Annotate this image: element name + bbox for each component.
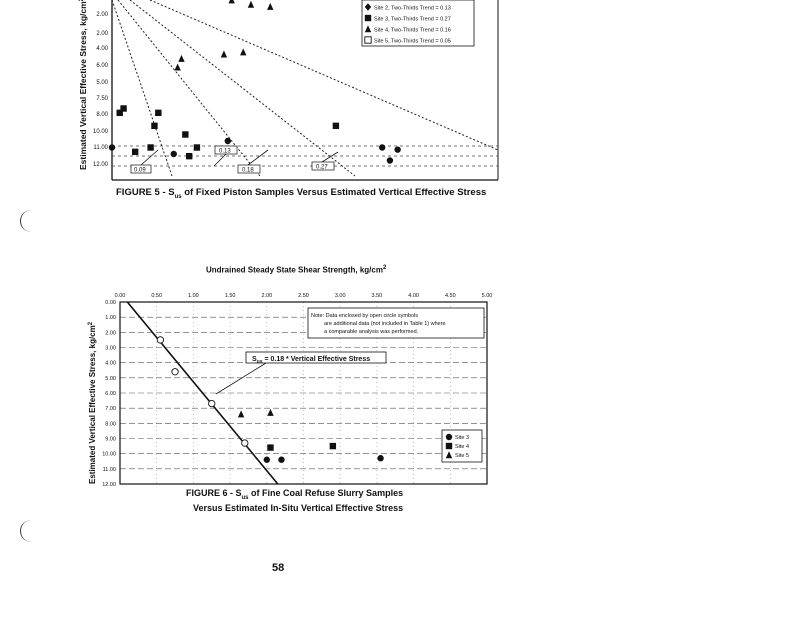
legend-marker — [446, 434, 452, 440]
y-tick-label: 10.00 — [102, 451, 116, 458]
data-point — [228, 0, 234, 3]
figure-6-caption-line2: Versus Estimated In-Situ Vertical Effective Stress — [193, 503, 404, 513]
data-point — [267, 3, 273, 10]
data-point — [109, 144, 115, 150]
y-tick-label: 6.00 — [105, 391, 116, 397]
data-point — [151, 123, 157, 129]
figure-6-legend — [442, 430, 482, 462]
x-tick-label: 1.00 — [188, 293, 199, 299]
legend-marker — [446, 443, 452, 449]
data-point — [330, 443, 336, 449]
y-tick-label: 4.00 — [96, 46, 108, 52]
x-tick-label: 5.00 — [481, 293, 493, 299]
legend-label: Site 4, Two-Thirds Trend = 0.16 — [374, 27, 451, 34]
figure-6-y-label — [88, 321, 97, 484]
margin-mark-bottom — [20, 520, 35, 542]
y-tick-label: 8.00 — [105, 421, 116, 428]
x-tick-label: 4.50 — [444, 293, 456, 299]
y-tick-label: 4.00 — [105, 360, 116, 367]
data-point — [387, 157, 393, 163]
figure-5-marks — [109, 0, 401, 164]
trend-label-018: 0.18 — [242, 167, 254, 174]
x-tick-label: 2.00 — [261, 293, 273, 299]
data-point — [267, 444, 273, 450]
trend-label-027: 0.27 — [316, 164, 328, 171]
data-point — [209, 400, 215, 406]
y-tick-label: 5.00 — [105, 375, 116, 382]
x-tick-label: 0.00 — [114, 293, 126, 299]
y-tick-label: 1.00 — [105, 315, 116, 322]
figure-5-y-ticks — [93, 12, 109, 168]
y-tick-label: 10.00 — [92, 129, 108, 135]
y-tick-label: 12.00 — [102, 482, 116, 488]
legend-label: Site 4 — [455, 444, 470, 450]
y-tick-label: 11.00 — [102, 466, 116, 473]
svg-text:Estimated Vertical Effective S — [78, 0, 88, 170]
data-point — [225, 138, 231, 144]
svg-text:a comparable analysis was perf: a comparable analysis was performed. — [324, 329, 419, 335]
x-tick-label: 3.00 — [334, 293, 346, 299]
data-point — [238, 410, 244, 417]
data-point — [155, 110, 161, 116]
svg-text:Sus = 0.18 * Vertical Effectiv: $S_{us} = 0.18$ * Vertical Effective Stress — [252, 356, 371, 365]
figure-5-y-label-text: Estimated Vertical Effective Stress, kg/cm — [78, 1, 88, 170]
trend-label-013: 0.13 — [219, 148, 231, 155]
x-tick-label: 4.00 — [408, 293, 419, 299]
legend-label: Site 2, Two-Thirds Trend = 0.13 — [374, 5, 451, 12]
data-point — [278, 457, 284, 463]
figure-6-caption-line1: FIGURE $6 - S_{us}$ of Fine Coal Refuse Slurry Samples — [186, 488, 404, 501]
svg-text:are additional data (not inclu: are additional data (not included in Table 1) where — [324, 321, 446, 327]
margin-mark-top — [20, 210, 35, 232]
data-point — [379, 144, 385, 150]
legend-marker — [365, 15, 371, 21]
data-point — [240, 48, 246, 55]
y-tick-label: 2.00 — [96, 12, 108, 18]
data-point — [157, 337, 163, 343]
svg-text:Estimated Vertical Effective S: Estimated Vertical Effective Stress, $kg/cm^2$ — [88, 321, 97, 484]
page-number: 58 — [272, 562, 285, 574]
legend-label: Site 5, Two-Thirds Trend = 0.05 — [374, 38, 451, 45]
data-point — [171, 151, 177, 157]
y-tick-label: 5.00 — [96, 80, 108, 86]
figure-6-chart — [0, 280, 800, 500]
legend-label: Site 5 — [455, 453, 470, 459]
y-tick-label: 11.00 — [93, 145, 108, 151]
data-point — [120, 105, 126, 111]
data-point — [394, 146, 400, 152]
figure-5-legend — [362, 0, 474, 46]
data-point — [186, 153, 192, 159]
figure-6-x-label: Undrained Steady State Shear Strength, $kg/cm^2$ — [206, 265, 387, 275]
data-point — [178, 55, 184, 62]
y-tick-label: 8.00 — [96, 112, 108, 118]
data-point — [172, 369, 178, 375]
data-point — [248, 1, 254, 8]
legend-marker — [365, 37, 371, 43]
data-point — [194, 144, 200, 150]
y-tick-label: 7.50 — [96, 96, 108, 102]
data-point — [147, 144, 153, 150]
data-point — [333, 123, 339, 129]
data-point — [132, 149, 138, 155]
data-point — [264, 457, 270, 463]
data-point — [182, 131, 188, 137]
x-tick-label: 0.50 — [151, 293, 163, 299]
data-point — [377, 455, 383, 461]
y-tick-label: 12.00 — [92, 162, 108, 168]
legend-label: Site 3 — [455, 435, 470, 441]
figure-5-gridlines — [112, 146, 498, 166]
y-tick-label: 7.00 — [105, 406, 116, 413]
y-tick-label: 0.00 — [105, 300, 116, 306]
data-point — [267, 409, 273, 416]
figure-5-chart — [0, 0, 800, 250]
figure-6-trend-label — [216, 352, 386, 394]
figure-5-trend-labels — [131, 146, 338, 174]
figure-6-x-ticks — [115, 293, 493, 299]
figure-6-note — [308, 308, 484, 338]
x-tick-label: 2.50 — [298, 293, 309, 299]
x-tick-label: 1.50 — [224, 293, 236, 299]
x-tick-label: 3.50 — [371, 293, 383, 299]
svg-text:Note: Data enclosed by open ci: Note: Data enclosed by open circle symbols — [311, 313, 418, 319]
figure-5-caption: FIGURE $5 - S_{us}$ of Fixed Piston Samples Versus Estimated Vertical Effective Stress — [116, 187, 487, 200]
figure-5-y-label — [78, 0, 88, 170]
y-tick-label: 3.00 — [105, 345, 116, 352]
legend-label: Site 3, Two-Thirds Trend = 0.27 — [374, 16, 451, 23]
figure-6-y-ticks — [102, 300, 116, 488]
y-tick-label: 6.00 — [96, 63, 108, 69]
data-point — [242, 440, 248, 446]
trend-label-009: 0.09 — [134, 167, 146, 174]
y-tick-label: 9.00 — [105, 436, 116, 443]
y-tick-label: 2.00 — [96, 31, 108, 37]
y-tick-label: 2.00 — [105, 330, 116, 337]
data-point — [221, 51, 227, 58]
data-point — [174, 64, 180, 71]
